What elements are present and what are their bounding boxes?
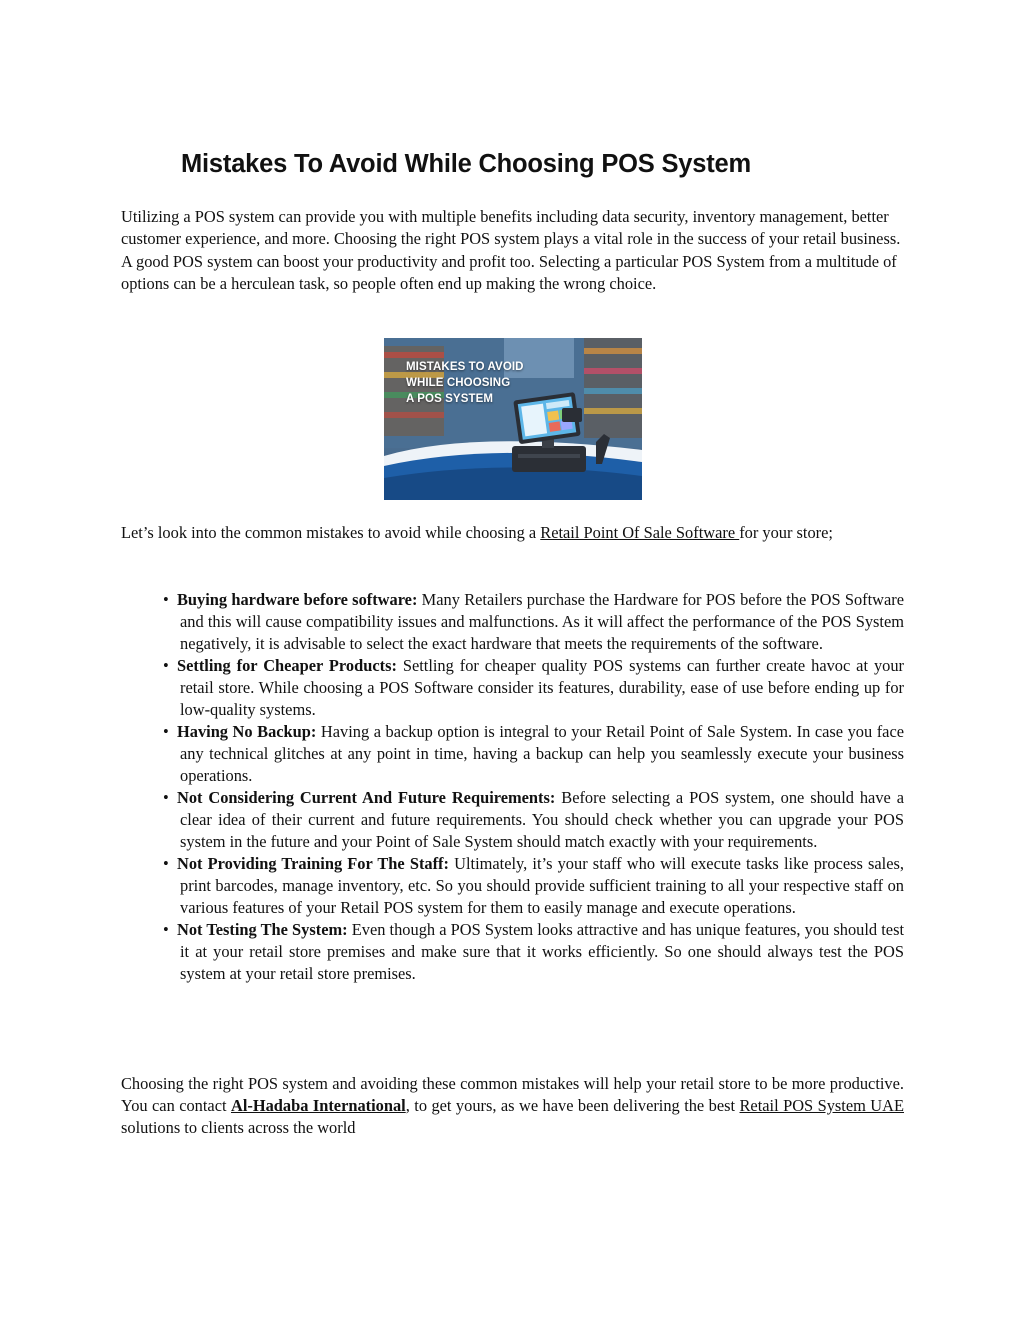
bullet-icon: • [163, 590, 169, 609]
lead-text: Let’s look into the common mistakes to avoid while choosing a [121, 523, 541, 542]
bullet-icon: • [163, 920, 169, 939]
closing-text-middle: , to get yours, as we have been delivering the best [405, 1096, 740, 1115]
list-item-heading: Buying hardware before software: [177, 590, 418, 609]
list-item-text: Settling for cheaper quality POS systems can further create havoc at your retail store. While choosing a POS Software consider its features, durability, ease of use before ending up for low-quality systems. [180, 656, 904, 719]
list-item-heading: Not Testing The System: [177, 920, 348, 939]
retail-pos-software-link[interactable]: Retail Point Of Sale Software [540, 523, 740, 542]
closing-paragraph [121, 1073, 904, 1139]
lead-text-end: for your store; [739, 523, 833, 542]
bullet-icon: • [163, 656, 169, 675]
hero-caption-line: A POS SYSTEM [406, 393, 494, 405]
list-item-heading: Having No Backup: [177, 722, 317, 741]
list-item-text: Even though a POS System looks attractive and has unique features, you should test it at your retail store premises and make sure that it works efficiently. So one should always test the POS system at your retail store premises. [180, 920, 905, 983]
list-item [149, 853, 904, 919]
list-item-text: Many Retailers purchase the Hardware for POS before the POS Software and this will cause compatibility issues and malfunctions. As it will affect the performance of the POS System negatively, it is advisable to select the exact hardware that meets the requirements of the software. [180, 590, 904, 653]
intro-paragraph: Utilizing a POS system can provide you with multiple benefits including data security, inventory management, better customer experience, and more. Choosing the right POS system plays a vital role in the success of your retail business. A good POS system can boost your productivity and profit too. Selecting a particular POS System from a multitude of options can be a herculean task, so people often end up making the wrong choice. [121, 207, 901, 293]
lead-paragraph [121, 522, 904, 544]
hero-caption-line: MISTAKES TO AVOID [406, 361, 524, 373]
list-item-text: Before selecting a POS system, one should have a clear idea of their current and future requirements. You should check whether you can upgrade your POS system in the future and your Point of Sale System should match exactly with your requirements. [180, 788, 904, 851]
mistakes-list [149, 589, 904, 985]
bullet-icon: • [163, 854, 169, 873]
retail-pos-system-uae-link[interactable]: Retail POS System UAE [739, 1096, 904, 1115]
hero-caption-line: WHILE CHOOSING [406, 377, 511, 389]
closing-text-end: solutions to clients across the world [121, 1118, 356, 1137]
page-title: Mistakes To Avoid While Choosing POS System [181, 150, 751, 178]
bullet-icon: • [163, 722, 169, 741]
list-item-heading: Not Providing Training For The Staff: [177, 854, 449, 873]
list-item-heading: Settling for Cheaper Products: [177, 656, 397, 675]
list-item [149, 655, 904, 721]
closing-text: Choosing the right POS system and avoiding these common mistakes will help your retail store to be more productive. You can contact [121, 1074, 904, 1115]
list-item [149, 721, 904, 787]
bullet-icon: • [163, 788, 169, 807]
list-item [149, 589, 904, 655]
hero-image [384, 338, 642, 500]
list-item-text: Having a backup option is integral to your Retail Point of Sale System. In case you face any technical glitches at any point in time, having a backup can help you seamlessly execute your business operations. [180, 722, 904, 785]
hero-caption [406, 359, 524, 407]
list-item-text: Ultimately, it’s your staff who will execute tasks like process sales, print barcodes, manage inventory, etc. So you should provide sufficient training to all your respective staff on various features of your Retail POS system for them to easily manage and execute operations. [180, 854, 904, 917]
al-hadaba-link[interactable]: Al-Hadaba International [230, 1096, 406, 1115]
list-item [149, 919, 904, 985]
list-item [149, 787, 904, 853]
list-item-heading: Not Considering Current And Future Requirements: [177, 788, 556, 807]
